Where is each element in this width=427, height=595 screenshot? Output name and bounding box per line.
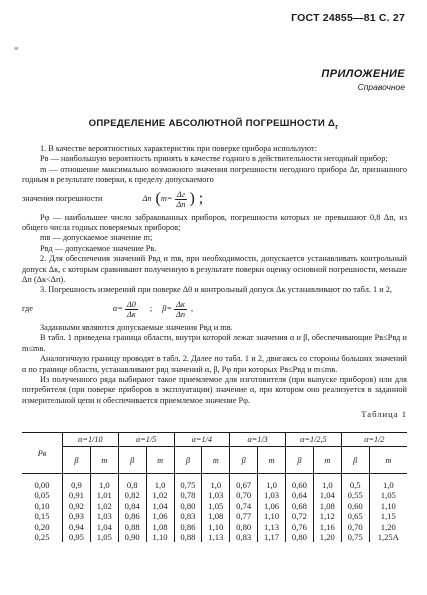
- table-cell: 0,82: [118, 490, 146, 500]
- formula-beta-frac: [174, 300, 187, 319]
- formula-alpha-den: Δк: [127, 309, 136, 319]
- table-cell: 0,5: [341, 474, 369, 491]
- formula-m-delta: Δп: [142, 193, 152, 203]
- table-cell: 0,86: [118, 511, 146, 521]
- table-cell: 0,76: [286, 522, 314, 532]
- para-3: 3. Погрешность измерений при поверке Δ0 и контрольный допуск Δк устанавливают по табл. 1 и 2,: [40, 285, 392, 295]
- table-cell: 0,80: [174, 501, 202, 511]
- table-sub-header: m: [90, 447, 118, 474]
- table-cell: 0,60: [341, 501, 369, 511]
- section-title: [0, 118, 427, 131]
- table-cell: 0,91: [63, 490, 91, 500]
- table-cell: 0,92: [63, 501, 91, 511]
- para-5: В табл. 1 приведена граница области, внутри которой лежат значения α и β, обеспечивающие Pв≤Pвд и m≤mв.: [22, 333, 407, 353]
- table-sub-row: [22, 447, 407, 474]
- table-cell: 1,0: [90, 474, 118, 491]
- table-cell: 1,05: [90, 532, 118, 542]
- section-title-text: ОПРЕДЕЛЕНИЕ АБСОЛЮТНОЙ ПОГРЕШНОСТИ Δ: [88, 118, 336, 129]
- formula-alpha-num: Δ0: [126, 299, 136, 309]
- table-cell: 0,70: [341, 522, 369, 532]
- table-sub-header: m: [258, 447, 286, 474]
- para-1-a: Pв — наибольшую вероятность принять в качестве годного в действительности негодный прибор;: [40, 154, 388, 164]
- table-1: [22, 432, 407, 542]
- formula-end: ,: [188, 304, 194, 314]
- table-p-header: Pв: [22, 433, 63, 474]
- table-sub-header: m: [313, 447, 341, 474]
- table-cell: 0,95: [63, 532, 91, 542]
- table-cell-p: 0,25: [34, 532, 50, 543]
- table-cell: 1,16: [313, 522, 341, 532]
- table-cell: 1,01: [90, 490, 118, 500]
- table-cell: 0,55: [341, 490, 369, 500]
- table-group-row: [22, 433, 407, 447]
- table-row: [22, 501, 407, 511]
- table-caption: Таблица 1: [361, 409, 407, 420]
- table-group-header: α=1/2,5: [286, 433, 342, 447]
- table-cell: 0,88: [118, 522, 146, 532]
- table-sub-header: β: [63, 447, 91, 474]
- table-cell: 0,83: [174, 511, 202, 521]
- table-sub-header: β: [118, 447, 146, 474]
- table-group-header: α=1/4: [174, 433, 230, 447]
- table-row: [22, 511, 407, 521]
- paren-close: ) ;: [189, 189, 204, 207]
- table-cell: 1,10: [146, 532, 174, 542]
- table-cell: 1,05: [202, 501, 230, 511]
- table-cell: 0,88: [174, 532, 202, 542]
- formula-beta-num: Δк: [176, 299, 185, 309]
- table-cell-p: 0,20: [34, 521, 50, 532]
- table-cell: 0,75: [174, 474, 202, 491]
- table-cell: 1,25А: [369, 532, 407, 542]
- table-cell: 0,68: [286, 501, 314, 511]
- table-cell-p: 0,05: [34, 490, 50, 501]
- table-sub-header: β: [341, 447, 369, 474]
- table-cell: 1,04: [313, 490, 341, 500]
- formula-beta-den: Δп: [175, 309, 185, 319]
- table-cell: 1,10: [369, 501, 407, 511]
- formula-where: где: [22, 304, 33, 314]
- formula-m-frac: [174, 190, 187, 209]
- table-cell: 0,65: [341, 511, 369, 521]
- table-cell: 0,75: [341, 532, 369, 542]
- table-cell-p: 0,10: [34, 500, 50, 511]
- table-group-header: α=1/2: [341, 433, 407, 447]
- table-cell: 1,05: [369, 490, 407, 500]
- table-cell: 1,13: [202, 532, 230, 542]
- table-cell: 1,04: [90, 522, 118, 532]
- table-cell: 1,13: [258, 522, 286, 532]
- table-group-header: α=1/10: [63, 433, 119, 447]
- para-4: Заданными являются допускаемые значения Pвд и mв.: [40, 322, 233, 332]
- table-cell: 0,94: [63, 522, 91, 532]
- paren-open: (: [151, 189, 161, 207]
- para-1-d: Pφ — наибольшее число забракованных приборов, погрешности которых не превышают 0,8 Δп, из общего числа годных поверяемых приборов;: [22, 212, 407, 233]
- table-group-header: α=1/5: [118, 433, 174, 447]
- formula-alpha-eq: α=: [112, 304, 123, 314]
- table-cell: 1,03: [258, 490, 286, 500]
- table-row: [22, 490, 407, 500]
- table-cell: 1,08: [313, 501, 341, 511]
- table-row: [22, 522, 407, 532]
- table-cell: 0,60: [286, 474, 314, 491]
- table-cell: 0,80: [286, 532, 314, 542]
- formula-m-eq: m=: [160, 193, 173, 203]
- formula-alpha-frac: [125, 300, 138, 319]
- para-1-f: Pвд — допускаемое значение Pв.: [40, 243, 157, 253]
- formula-m: [22, 190, 407, 209]
- section-title-sub: г: [335, 123, 339, 131]
- table-cell: 1,20: [313, 532, 341, 542]
- table-cell: 1,17: [258, 532, 286, 542]
- table-cell: 1,0: [146, 474, 174, 491]
- table-sub-header: β: [286, 447, 314, 474]
- table-cell-p: 0,15: [34, 511, 50, 522]
- table-cell: 1,12: [313, 511, 341, 521]
- para-1-e: mв — допускаемое значение m;: [40, 233, 153, 243]
- table-cell: 0,86: [174, 522, 202, 532]
- para-6: Аналогичную границу проводят в табл. 2. Далее по табл. 1 и 2, двигаясь со стороны больших значений α по границе области, устанавливают ряд значений α, β, Pφ при которых Pв≤Pвд и m≤mв.: [22, 354, 407, 374]
- appendix-label: [321, 68, 405, 92]
- table-cell: 1,0: [369, 474, 407, 491]
- table-sub-header: β: [174, 447, 202, 474]
- para-7: Из полученного ряда выбирают такое приемлемое для изготовителя (при выпуске приборов) или для потребителя (при поверке приборов в эксплуатации) значение α, при котором оно реализуется в заданной измерительной цепи и обеспечивается приемлемое значение Pφ.: [22, 374, 407, 405]
- table-cell: 1,03: [202, 490, 230, 500]
- formula-sep: ;: [149, 304, 153, 314]
- table-cell: 0,80: [230, 522, 258, 532]
- table-cell: 1,0: [258, 474, 286, 491]
- table-cell: 0,84: [118, 501, 146, 511]
- table-cell-p: 0,00: [34, 480, 50, 490]
- table-row: [22, 532, 407, 542]
- table-cell: 1,08: [202, 511, 230, 521]
- table-cell: 1,0: [313, 474, 341, 491]
- formula-m-lead: значения погрешности: [22, 193, 103, 203]
- table-cell: 0,67: [230, 474, 258, 491]
- table-cell: 1,06: [258, 501, 286, 511]
- table-body: [22, 474, 407, 543]
- table-cell: 1,02: [90, 501, 118, 511]
- table-cell: 1,10: [202, 522, 230, 532]
- table-row: [22, 474, 407, 491]
- table-sub-header: m: [202, 447, 230, 474]
- table-cell: 0,8: [118, 474, 146, 491]
- table-cell: 1,06: [146, 511, 174, 521]
- margin-mark: ≡: [14, 44, 19, 53]
- formula-m-num: Δг: [176, 189, 185, 199]
- table-cell: 0,78: [174, 490, 202, 500]
- formula-alpha-beta: [22, 300, 407, 319]
- body-text: [22, 144, 407, 420]
- table-cell: 0,74: [230, 501, 258, 511]
- table-cell: 0,9: [63, 474, 91, 491]
- para-2: 2. Для обеспечения значений Pвд и mв, при необходимости, допускается устанавливать контрольный допуск Δк, с которым сравнивают полученную в результате поверки оценку основной погрешности, меньше Δп (Δк<Δп).: [22, 254, 407, 285]
- para-1-intro: 1. В качестве вероятностных характеристик при поверке прибора используют:: [40, 144, 317, 153]
- page-header: ГОСТ 24855—81 С. 27: [291, 12, 405, 24]
- table-cell: 1,02: [146, 490, 174, 500]
- formula-m-den: Δп: [176, 199, 186, 209]
- formula-beta-eq: β=: [162, 304, 172, 314]
- table-sub-header: m: [146, 447, 174, 474]
- table-cell: 0,93: [63, 511, 91, 521]
- table-cell: 0,77: [230, 511, 258, 521]
- table-sub-header: β: [230, 447, 258, 474]
- table-cell: 0,83: [230, 532, 258, 542]
- table-sub-header: m: [369, 447, 407, 474]
- table-cell: 0,70: [230, 490, 258, 500]
- appendix-subtitle: Справочное: [357, 82, 405, 92]
- table-cell: 1,20: [369, 522, 407, 532]
- table-cell: 1,10: [258, 511, 286, 521]
- appendix-title: ПРИЛОЖЕНИЕ: [321, 68, 405, 80]
- table-cell: 1,03: [90, 511, 118, 521]
- table-cell: 1,15: [369, 511, 407, 521]
- para-1-b: m — отношение максимально возможного значения погрешности негодного прибора Δг, признанного годным в результате поверки, к пределу допускаемого: [22, 164, 407, 185]
- table-cell: 0,90: [118, 532, 146, 542]
- table-cell: 1,08: [146, 522, 174, 532]
- table-cell: 0,72: [286, 511, 314, 521]
- table-group-header: α=1/3: [230, 433, 286, 447]
- table-cell: 1,0: [202, 474, 230, 491]
- table-cell: 0,64: [286, 490, 314, 500]
- table-cell: 1,04: [146, 501, 174, 511]
